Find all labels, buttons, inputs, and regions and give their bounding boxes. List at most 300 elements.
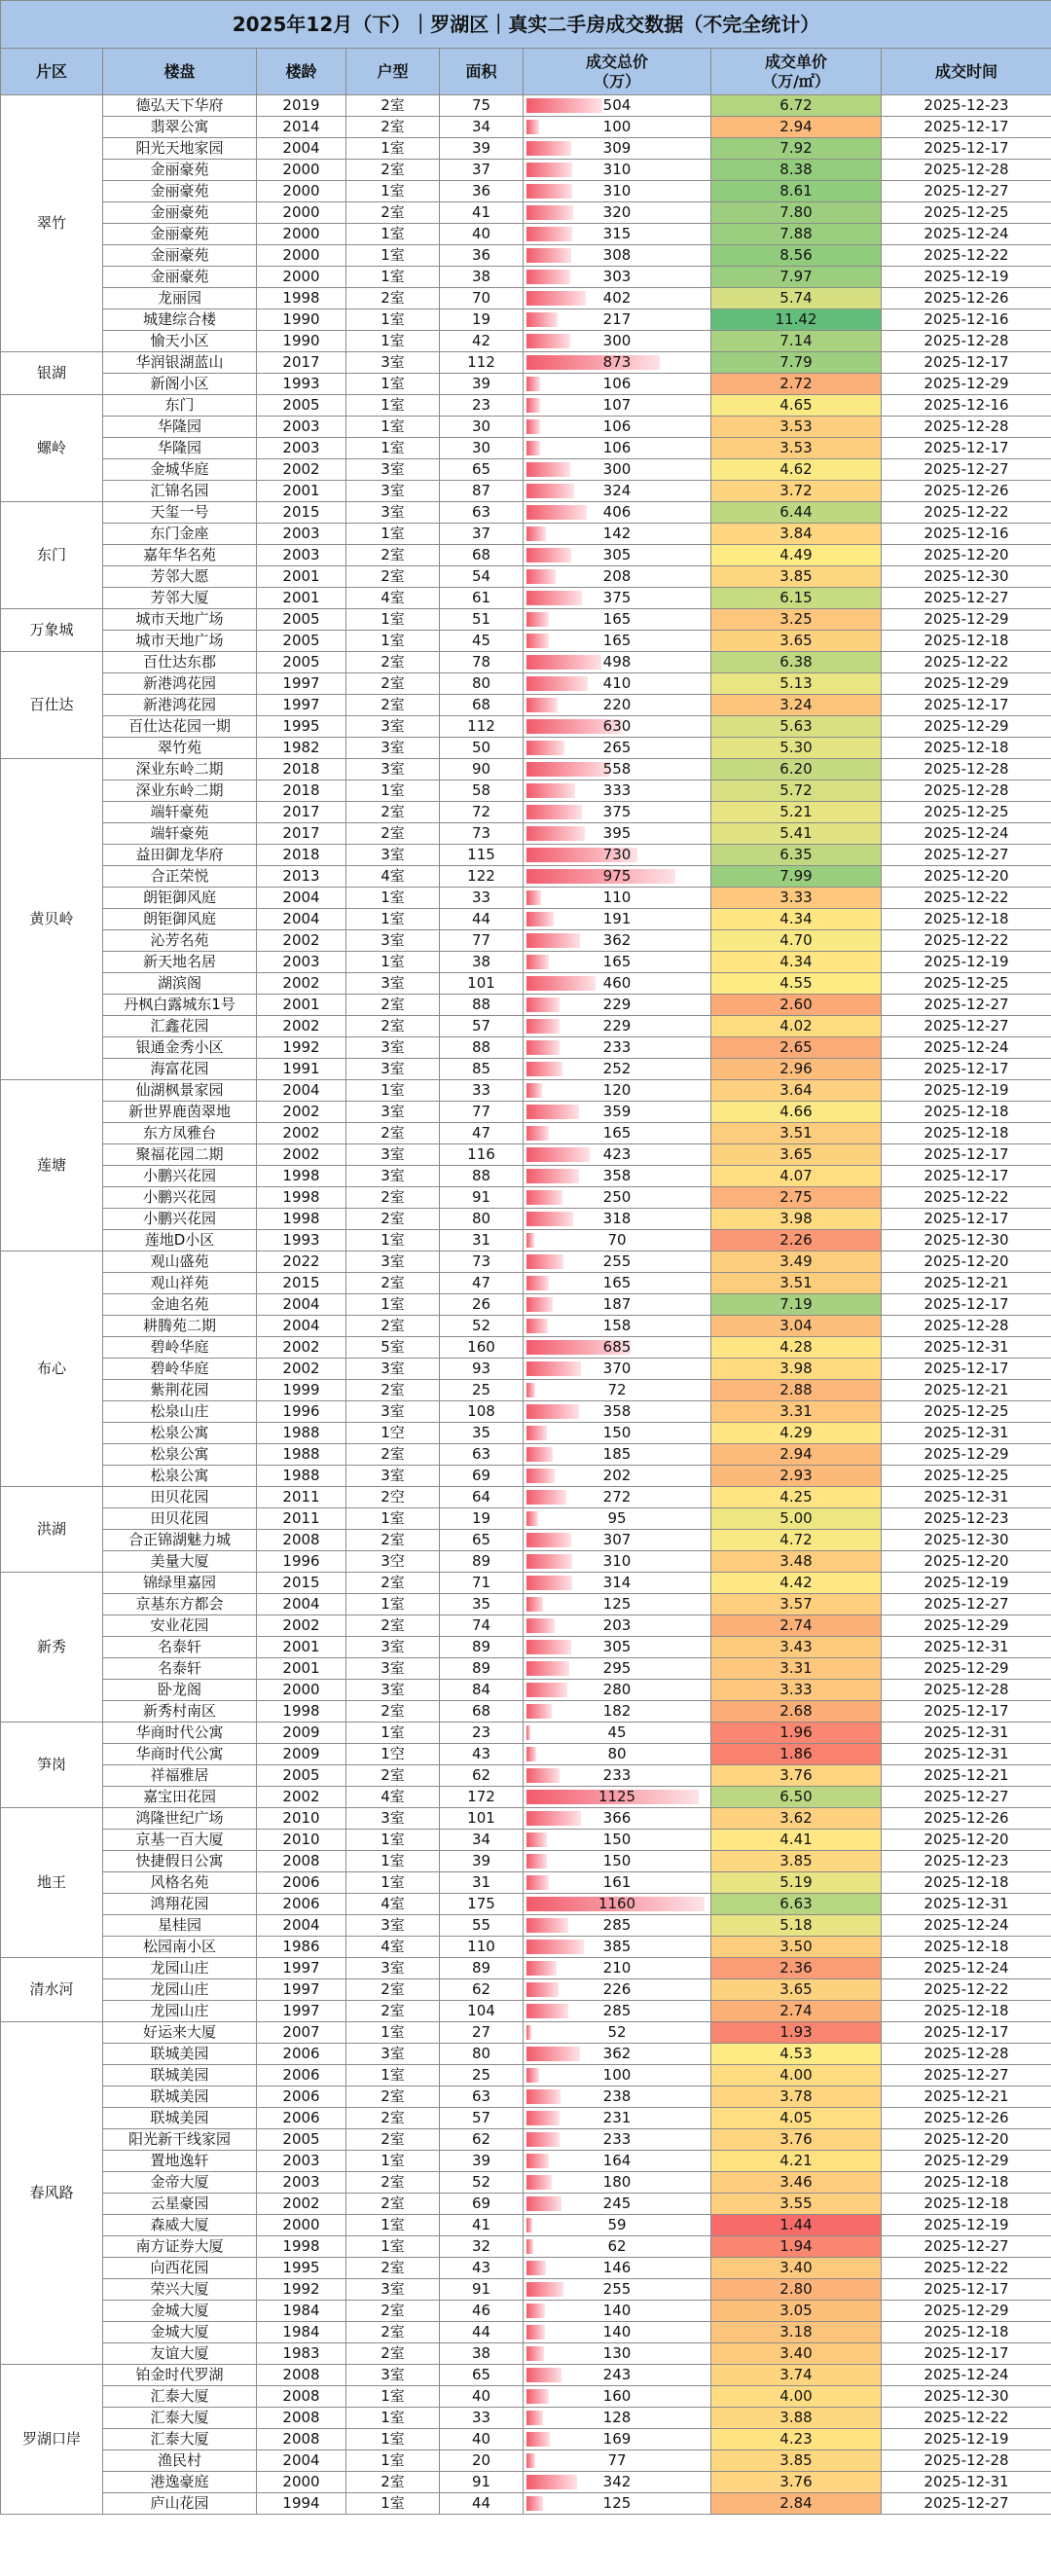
unit-price-cell: 5.00 — [711, 1508, 882, 1530]
unit-price-cell: 3.46 — [711, 2172, 882, 2194]
age-cell: 1998 — [257, 1187, 346, 1209]
table-row — [1, 1573, 1051, 1594]
layout-cell: 1室 — [346, 1294, 440, 1316]
unit-price-cell: 3.57 — [711, 1594, 882, 1615]
layout-cell: 2室 — [346, 995, 440, 1016]
estate-cell: 松泉公寓 — [103, 1466, 257, 1487]
date-cell: 2025-12-20 — [882, 1551, 1051, 1573]
area-cell: 62 — [440, 1979, 524, 2001]
area-cell: 51 — [440, 609, 524, 631]
total-price-value: 300 — [602, 460, 632, 478]
total-price-value: 1125 — [598, 1788, 636, 1805]
total-price-cell — [524, 2386, 711, 2408]
layout-cell: 1室 — [346, 438, 440, 459]
total-price-value: 146 — [602, 2259, 632, 2276]
table-row — [1, 2215, 1051, 2236]
unit-price-cell: 5.18 — [711, 1915, 882, 1937]
unit-price-cell: 3.76 — [711, 2472, 882, 2493]
date-cell: 2025-12-16 — [882, 309, 1051, 331]
total-price-bar — [526, 698, 558, 712]
unit-price-cell: 2.74 — [711, 1615, 882, 1637]
unit-price-cell: 5.13 — [711, 673, 882, 695]
area-cell: 88 — [440, 1166, 524, 1187]
unit-price-cell: 5.41 — [711, 823, 882, 845]
total-price-bar — [526, 120, 539, 134]
table-row — [1, 1744, 1051, 1765]
total-price-cell — [524, 888, 711, 909]
area-cell: 25 — [440, 1380, 524, 1401]
layout-cell: 2室 — [346, 2258, 440, 2279]
date-cell: 2025-12-18 — [882, 1102, 1051, 1123]
estate-cell: 华商时代公寓 — [103, 1744, 257, 1765]
age-cell: 2003 — [257, 952, 346, 973]
unit-price-cell: 6.50 — [711, 1787, 882, 1808]
area-cell: 23 — [440, 1723, 524, 1744]
total-price-bar — [526, 1918, 568, 1933]
table-row — [1, 1615, 1051, 1637]
age-cell: 1997 — [257, 2001, 346, 2022]
date-cell: 2025-12-19 — [882, 1080, 1051, 1102]
table-row — [1, 1080, 1051, 1102]
estate-cell: 龙园山庄 — [103, 1958, 257, 1979]
area-cell: 88 — [440, 1037, 524, 1059]
unit-price-cell: 3.98 — [711, 1209, 882, 1230]
estate-cell: 新秀村南区 — [103, 1701, 257, 1723]
table-row — [1, 2322, 1051, 2343]
total-price-bar — [526, 1105, 579, 1119]
layout-cell: 2室 — [346, 673, 440, 695]
total-price-value: 308 — [602, 246, 632, 264]
estate-cell: 金城大厦 — [103, 2322, 257, 2343]
date-cell: 2025-12-22 — [882, 652, 1051, 673]
total-price-cell — [524, 1144, 711, 1166]
age-cell: 1993 — [257, 1230, 346, 1252]
table-row — [1, 566, 1051, 588]
estate-cell: 丹枫白露城东1号 — [103, 995, 257, 1016]
area-cell: 73 — [440, 823, 524, 845]
total-price-bar — [526, 1747, 536, 1761]
unit-price-cell: 7.92 — [711, 138, 882, 160]
layout-cell: 2室 — [346, 1273, 440, 1294]
area-cell: 74 — [440, 1615, 524, 1637]
total-price-bar — [526, 1426, 547, 1440]
table-row — [1, 716, 1051, 738]
table-row — [1, 759, 1051, 780]
total-price-value: 238 — [602, 2087, 632, 2105]
district-cell: 螺岭 — [1, 395, 103, 502]
age-cell: 2005 — [257, 2129, 346, 2151]
age-cell: 1984 — [257, 2301, 346, 2322]
age-cell: 1999 — [257, 1380, 346, 1401]
age-cell: 2002 — [257, 1144, 346, 1166]
total-price-cell — [524, 2493, 711, 2515]
date-cell: 2025-12-29 — [882, 374, 1051, 395]
total-price-cell — [524, 202, 711, 224]
unit-price-cell: 2.80 — [711, 2279, 882, 2301]
age-cell: 2018 — [257, 780, 346, 802]
estate-cell: 华隆园 — [103, 417, 257, 438]
table-row — [1, 309, 1051, 331]
age-cell: 1992 — [257, 1037, 346, 1059]
total-price-value: 333 — [602, 781, 632, 799]
age-cell: 1996 — [257, 1551, 346, 1573]
table-body — [1, 95, 1051, 2515]
total-price-bar — [526, 98, 602, 113]
unit-price-cell: 1.96 — [711, 1723, 882, 1744]
total-price-value: 110 — [602, 889, 632, 906]
layout-cell: 1室 — [346, 631, 440, 652]
unit-price-cell: 5.19 — [711, 1872, 882, 1894]
unit-price-cell: 6.15 — [711, 588, 882, 609]
layout-cell: 1室 — [346, 245, 440, 267]
age-cell: 2004 — [257, 1594, 346, 1615]
estate-cell: 锦绿里嘉园 — [103, 1573, 257, 1594]
unit-price-cell: 4.02 — [711, 1016, 882, 1037]
total-price-value: 160 — [602, 2387, 632, 2405]
area-cell: 89 — [440, 1658, 524, 1680]
age-cell: 2002 — [257, 459, 346, 481]
layout-cell: 3室 — [346, 1958, 440, 1979]
unit-price-cell: 3.33 — [711, 888, 882, 909]
total-price-value: 233 — [602, 1038, 632, 1056]
total-price-bar — [526, 2154, 549, 2168]
total-price-cell — [524, 1337, 711, 1359]
date-cell: 2025-12-18 — [882, 1937, 1051, 1958]
area-cell: 68 — [440, 695, 524, 716]
total-price-bar — [526, 1940, 584, 1954]
total-price-value: 423 — [602, 1145, 632, 1163]
layout-cell: 4室 — [346, 1894, 440, 1915]
age-cell: 2006 — [257, 1872, 346, 1894]
layout-cell: 2室 — [346, 2322, 440, 2343]
layout-cell: 2室 — [346, 2472, 440, 2493]
total-price-cell — [524, 160, 711, 181]
table-row — [1, 2086, 1051, 2108]
total-price-value: 362 — [602, 931, 632, 949]
age-cell: 2003 — [257, 417, 346, 438]
table-row — [1, 1102, 1051, 1123]
unit-price-cell: 3.40 — [711, 2343, 882, 2365]
estate-cell: 海富花园 — [103, 1059, 257, 1080]
unit-price-cell: 4.55 — [711, 973, 882, 995]
total-price-cell — [524, 2086, 711, 2108]
unit-price-cell: 4.28 — [711, 1337, 882, 1359]
estate-cell: 翡翠公寓 — [103, 117, 257, 138]
age-cell: 1990 — [257, 331, 346, 352]
estate-cell: 金丽豪苑 — [103, 181, 257, 202]
total-price-value: 165 — [602, 1124, 632, 1142]
table-row — [1, 2172, 1051, 2194]
unit-price-cell: 11.42 — [711, 309, 882, 331]
total-price-bar — [526, 1640, 571, 1654]
unit-price-cell: 5.72 — [711, 780, 882, 802]
date-cell: 2025-12-17 — [882, 2279, 1051, 2301]
area-cell: 30 — [440, 417, 524, 438]
date-cell: 2025-12-24 — [882, 2365, 1051, 2386]
area-cell: 52 — [440, 2172, 524, 2194]
table-row — [1, 1359, 1051, 1380]
age-cell: 2022 — [257, 1252, 346, 1273]
layout-cell: 2室 — [346, 288, 440, 309]
total-price-cell — [524, 1530, 711, 1551]
area-cell: 43 — [440, 1744, 524, 1765]
age-cell: 2002 — [257, 2194, 346, 2215]
total-price-value: 315 — [602, 225, 632, 242]
area-cell: 62 — [440, 2129, 524, 2151]
date-cell: 2025-12-31 — [882, 1744, 1051, 1765]
table-row — [1, 1658, 1051, 1680]
area-cell: 69 — [440, 2194, 524, 2215]
table-row — [1, 1059, 1051, 1080]
unit-price-cell: 8.56 — [711, 245, 882, 267]
layout-cell: 5室 — [346, 1337, 440, 1359]
age-cell: 2019 — [257, 95, 346, 117]
estate-cell: 金丽豪苑 — [103, 245, 257, 267]
layout-cell: 1室 — [346, 2493, 440, 2515]
date-cell: 2025-12-26 — [882, 288, 1051, 309]
total-price-value: 140 — [602, 2302, 632, 2319]
table-row — [1, 502, 1051, 524]
date-cell: 2025-12-27 — [882, 1787, 1051, 1808]
area-cell: 38 — [440, 267, 524, 288]
table-row — [1, 995, 1051, 1016]
total-price-value: 125 — [602, 2494, 632, 2512]
age-cell: 1992 — [257, 2279, 346, 2301]
date-cell: 2025-12-21 — [882, 1273, 1051, 1294]
date-cell: 2025-12-18 — [882, 909, 1051, 930]
unit-price-cell: 4.70 — [711, 930, 882, 952]
area-cell: 39 — [440, 374, 524, 395]
unit-price-cell: 6.44 — [711, 502, 882, 524]
unit-price-cell: 3.50 — [711, 1937, 882, 1958]
total-price-cell — [524, 1765, 711, 1787]
table-row — [1, 1187, 1051, 1209]
total-price-bar — [526, 1276, 549, 1290]
estate-cell: 渔民村 — [103, 2450, 257, 2472]
estate-cell: 汇泰大厦 — [103, 2386, 257, 2408]
estate-cell: 美量大厦 — [103, 1551, 257, 1573]
area-cell: 44 — [440, 2493, 524, 2515]
total-price-cell — [524, 2301, 711, 2322]
area-cell: 37 — [440, 524, 524, 545]
table-row — [1, 481, 1051, 502]
layout-cell: 3室 — [346, 716, 440, 738]
total-price-value: 359 — [602, 1103, 632, 1120]
table-row — [1, 1958, 1051, 1979]
area-cell: 25 — [440, 2065, 524, 2086]
total-price-cell — [524, 267, 711, 288]
total-price-cell — [524, 1273, 711, 1294]
total-price-bar — [526, 805, 582, 819]
age-cell: 2008 — [257, 2429, 346, 2450]
total-price-cell — [524, 631, 711, 652]
estate-cell: 观山祥苑 — [103, 1273, 257, 1294]
age-cell: 1982 — [257, 738, 346, 759]
estate-cell: 汇鑫花园 — [103, 1016, 257, 1037]
total-price-bar — [526, 2389, 549, 2404]
age-cell: 1988 — [257, 1466, 346, 1487]
total-price-cell — [524, 2129, 711, 2151]
area-cell: 35 — [440, 1423, 524, 1444]
unit-price-cell: 2.94 — [711, 1444, 882, 1466]
table-row — [1, 1252, 1051, 1273]
estate-cell: 金丽豪苑 — [103, 224, 257, 245]
layout-cell: 2室 — [346, 1765, 440, 1787]
total-price-cell — [524, 588, 711, 609]
total-price-bar — [526, 184, 572, 199]
layout-cell: 4室 — [346, 1787, 440, 1808]
date-cell: 2025-12-25 — [882, 202, 1051, 224]
date-cell: 2025-12-22 — [882, 888, 1051, 909]
area-cell: 45 — [440, 631, 524, 652]
table-row — [1, 181, 1051, 202]
total-price-value: 310 — [602, 182, 632, 200]
layout-cell: 2室 — [346, 117, 440, 138]
area-cell: 39 — [440, 138, 524, 160]
total-price-bar — [526, 2282, 563, 2297]
age-cell: 2015 — [257, 502, 346, 524]
table-row — [1, 202, 1051, 224]
table-row — [1, 1166, 1051, 1187]
unit-price-cell: 2.84 — [711, 2493, 882, 2515]
total-price-bar — [526, 1961, 557, 1976]
layout-cell: 1室 — [346, 267, 440, 288]
estate-cell: 庐山花园 — [103, 2493, 257, 2515]
total-price-value: 975 — [602, 867, 632, 885]
total-price-cell — [524, 1166, 711, 1187]
total-price-bar — [526, 955, 549, 969]
layout-cell: 1室 — [346, 331, 440, 352]
total-price-value: 730 — [602, 846, 632, 863]
age-cell: 2005 — [257, 609, 346, 631]
estate-cell: 鸿隆世纪广场 — [103, 1808, 257, 1830]
total-price-cell — [524, 2279, 711, 2301]
unit-price-cell: 4.29 — [711, 1423, 882, 1444]
total-price-cell — [524, 1851, 711, 1872]
unit-price-cell: 3.98 — [711, 1359, 882, 1380]
unit-price-cell: 2.65 — [711, 1037, 882, 1059]
date-cell: 2025-12-18 — [882, 2322, 1051, 2343]
table-row — [1, 2450, 1051, 2472]
layout-cell: 3室 — [346, 1658, 440, 1680]
area-cell: 63 — [440, 2086, 524, 2108]
header-unit-price: 成交单价 （万/㎡） — [711, 49, 882, 95]
total-price-value: 161 — [602, 1873, 632, 1891]
table-row — [1, 909, 1051, 930]
total-price-cell — [524, 374, 711, 395]
unit-price-cell: 4.05 — [711, 2108, 882, 2129]
total-price-cell — [524, 1037, 711, 1059]
total-price-bar — [526, 141, 571, 156]
table-row — [1, 2343, 1051, 2365]
total-price-cell — [524, 1059, 711, 1080]
layout-cell: 1室 — [346, 1508, 440, 1530]
unit-price-cell: 2.68 — [711, 1701, 882, 1723]
unit-price-cell: 3.49 — [711, 1252, 882, 1273]
total-price-bar — [526, 2304, 545, 2318]
estate-cell: 朗钜御风庭 — [103, 909, 257, 930]
total-price-cell — [524, 1016, 711, 1037]
estate-cell: 东门金座 — [103, 524, 257, 545]
age-cell: 2011 — [257, 1508, 346, 1530]
date-cell: 2025-12-17 — [882, 1701, 1051, 1723]
estate-cell: 金城大厦 — [103, 2301, 257, 2322]
layout-cell: 2室 — [346, 2129, 440, 2151]
layout-cell: 1室 — [346, 1230, 440, 1252]
total-price-value: 107 — [602, 396, 632, 414]
total-price-value: 305 — [602, 546, 632, 563]
date-cell: 2025-12-17 — [882, 2022, 1051, 2044]
date-cell: 2025-12-22 — [882, 502, 1051, 524]
area-cell: 89 — [440, 1637, 524, 1658]
total-price-bar — [526, 2346, 544, 2361]
area-cell: 87 — [440, 481, 524, 502]
estate-cell: 紫荆花园 — [103, 1380, 257, 1401]
total-price-bar — [526, 2368, 562, 2382]
age-cell: 2009 — [257, 1723, 346, 1744]
total-price-value: 106 — [602, 417, 632, 435]
total-price-value: 191 — [602, 910, 632, 927]
total-price-value: 385 — [602, 1938, 632, 1955]
date-cell: 2025-12-22 — [882, 930, 1051, 952]
table-row — [1, 2129, 1051, 2151]
date-cell: 2025-12-28 — [882, 1680, 1051, 1701]
age-cell: 2004 — [257, 2450, 346, 2472]
total-price-cell — [524, 952, 711, 973]
age-cell: 2000 — [257, 1680, 346, 1701]
date-cell: 2025-12-17 — [882, 138, 1051, 160]
area-cell: 110 — [440, 1937, 524, 1958]
age-cell: 2004 — [257, 1080, 346, 1102]
date-cell: 2025-12-17 — [882, 695, 1051, 716]
estate-cell: 小鹏兴花园 — [103, 1187, 257, 1209]
age-cell: 2013 — [257, 866, 346, 888]
total-price-value: 165 — [602, 632, 632, 649]
total-price-cell — [524, 1637, 711, 1658]
unit-price-cell: 3.65 — [711, 631, 882, 652]
table-row — [1, 1123, 1051, 1144]
date-cell: 2025-12-27 — [882, 459, 1051, 481]
total-price-cell — [524, 2151, 711, 2172]
total-price-value: 252 — [602, 1060, 632, 1077]
estate-cell: 仙湖枫景家园 — [103, 1080, 257, 1102]
estate-cell: 南方证券大厦 — [103, 2236, 257, 2258]
estate-cell: 荣兴大厦 — [103, 2279, 257, 2301]
total-price-value: 1160 — [598, 1895, 636, 1912]
estate-cell: 湖滨阁 — [103, 973, 257, 995]
age-cell: 2010 — [257, 1808, 346, 1830]
date-cell: 2025-12-27 — [882, 1016, 1051, 1037]
date-cell: 2025-12-31 — [882, 1723, 1051, 1744]
total-price-cell — [524, 909, 711, 930]
total-price-bar — [526, 1147, 590, 1162]
total-price-cell — [524, 1915, 711, 1937]
layout-cell: 3室 — [346, 1166, 440, 1187]
table-row — [1, 2472, 1051, 2493]
estate-cell: 金丽豪苑 — [103, 202, 257, 224]
unit-price-cell: 7.79 — [711, 352, 882, 374]
area-cell: 64 — [440, 1487, 524, 1508]
estate-cell: 端轩豪苑 — [103, 823, 257, 845]
date-cell: 2025-12-28 — [882, 331, 1051, 352]
layout-cell: 3室 — [346, 1466, 440, 1487]
layout-cell: 2室 — [346, 202, 440, 224]
age-cell: 2018 — [257, 759, 346, 780]
unit-price-cell: 3.85 — [711, 2450, 882, 2472]
table-row — [1, 1273, 1051, 1294]
total-price-value: 150 — [602, 1831, 632, 1848]
total-price-bar — [526, 1126, 549, 1141]
